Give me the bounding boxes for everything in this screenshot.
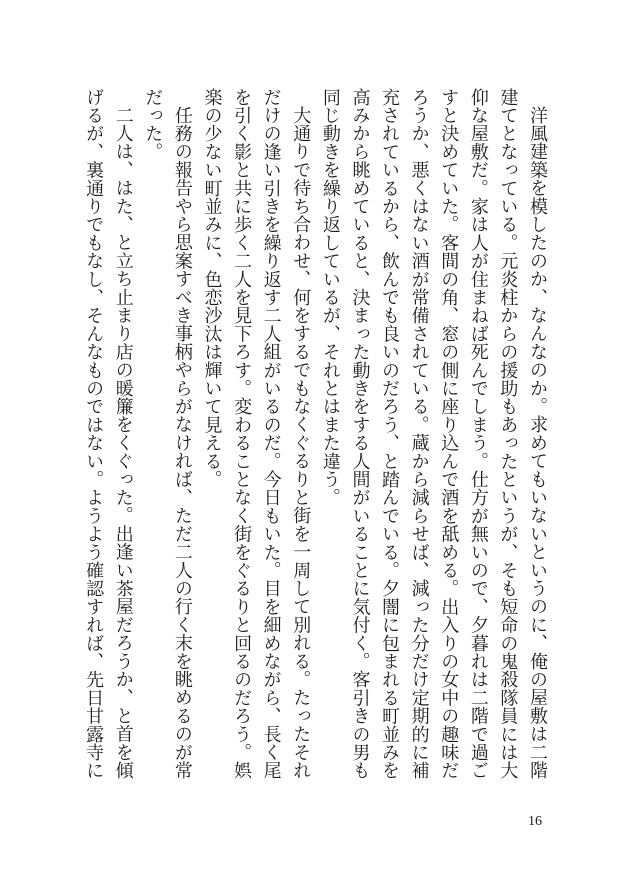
paragraph-4: 二人は、はた、と立ち止まり店の暖簾をくぐった。出逢い茶屋だろうか、と首を傾げるが、裏通りでもなし、そんなものではない。ようよう確認すれば、先日甘露寺に — [84, 88, 134, 780]
paragraph-2: 大通りで待ち合わせ、何をするでもなくぐるりと街を一周して別れる。たったそれだけの逢い引きを繰り返す二人組がいるのだ。今日もいた。目を細めながら、長く尾を引く影と共に歩く二人を見下ろす。変わることなく街をぐるりと回るのだろう。娯楽の少ない町並みに、色恋沙汰は輝いて見える。 — [202, 88, 312, 780]
paragraph-1: 洋風建築を模したのか、なんなのか。求めてもいないというのに、俺の屋敷は二階建てとなっている。元炎柱からの援助もあったというが、そも短命の鬼殺隊員には大仰な屋敷だ。家は人が住まねば死んでしまう。仕方が無いので、夕暮れは二階で過ごすと決めていた。客間の角、窓の側に座り込んで酒を舐める。出入りの女中の趣味だろうか、悪くはない酒が常備されている。蔵から減らせば、減った分だけ定期的に補充されているから、飲んでも良いのだろう、と踏んでいる。夕闇に包まれる町並みを高みから眺めていると、決まった動きをする人間がいることに気付く。客引きの男も同じ動きを繰り返しているが、それとはまた違う。 — [320, 88, 548, 780]
paragraph-3: 任務の報告やら思案すべき事柄やらがなければ、ただ二人の行く末を眺めるのが常だった。 — [143, 88, 193, 780]
vertical-text-block — [79, 88, 553, 780]
page-number: 16 — [528, 814, 542, 829]
